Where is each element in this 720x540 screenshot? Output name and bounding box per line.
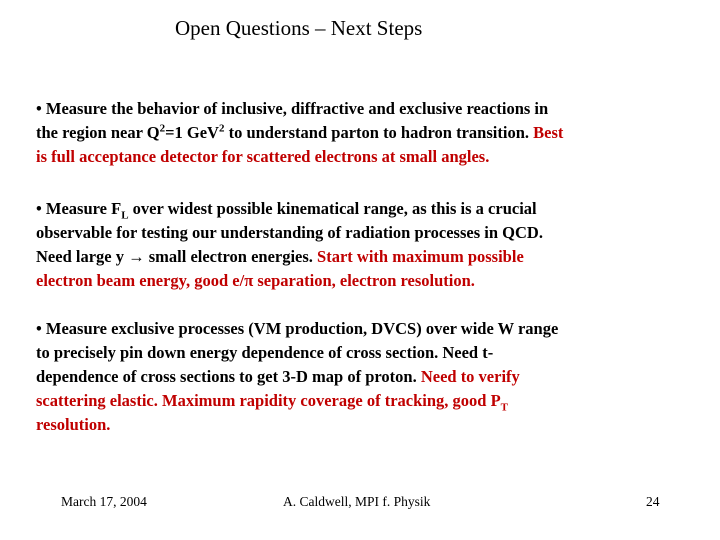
text: over widest possible kinematical range, as this is a crucial xyxy=(128,199,537,218)
text: observable for testing our understanding of radiation processes in QCD. xyxy=(36,223,543,242)
bullet-3-line-1 xyxy=(36,317,696,341)
bullet-2 xyxy=(36,197,696,293)
pi-symbol: π xyxy=(244,271,254,290)
bullet-3 xyxy=(36,317,696,437)
bullet-3-line-5 xyxy=(36,413,696,437)
subscript: L xyxy=(121,209,129,222)
bullet-1 xyxy=(36,97,696,169)
highlight-text: Best xyxy=(533,123,564,142)
footer-date: March 17, 2004 xyxy=(61,494,147,509)
text: to precisely pin down energy dependence of cross section. Need t- xyxy=(36,343,494,362)
bullet-3-line-2 xyxy=(36,341,696,365)
bullet-2-line-4 xyxy=(36,269,696,293)
bullet-3-line-3 xyxy=(36,365,696,389)
text: the region near Q xyxy=(36,123,160,142)
highlight-text: separation, electron resolution. xyxy=(253,271,475,290)
highlight-text: Start with maximum possible xyxy=(317,247,524,266)
text: • Measure exclusive processes (VM production, DVCS) over wide W range xyxy=(36,319,559,338)
text: • Measure F xyxy=(36,199,122,218)
highlight-text: Need to verify xyxy=(420,367,520,386)
bullet-2-line-1 xyxy=(36,197,696,221)
highlight-text: resolution. xyxy=(36,415,111,434)
superscript: 2 xyxy=(218,122,225,135)
footer-page-number: 24 xyxy=(646,494,660,509)
bullet-1-line-3 xyxy=(36,145,696,169)
highlight-text: scattering elastic. Maximum rapidity coverage of tracking, good P xyxy=(36,391,501,410)
bullet-2-line-2 xyxy=(36,221,696,245)
bullet-3-line-4 xyxy=(36,389,696,413)
arrow-symbol: → xyxy=(128,247,145,266)
highlight-text: is full acceptance detector for scattered electrons at small angles. xyxy=(36,147,490,166)
bullet-1-line-1 xyxy=(36,97,696,121)
highlight-text: electron beam energy, good e/ xyxy=(36,271,245,290)
bullet-2-line-3 xyxy=(36,245,696,269)
subscript: T xyxy=(500,401,509,414)
text: • Measure the behavior of inclusive, diffractive and exclusive reactions in xyxy=(36,99,549,118)
superscript: 2 xyxy=(159,122,166,135)
footer-author: A. Caldwell, MPI f. Physik xyxy=(283,494,431,509)
slide-title: Open Questions – Next Steps xyxy=(175,16,423,40)
text: =1 GeV xyxy=(165,123,219,142)
text: small electron energies. xyxy=(144,247,318,266)
bullet-1-line-2 xyxy=(36,121,696,145)
text: Need large y xyxy=(36,247,129,266)
text: to understand parton to hadron transition. xyxy=(224,123,534,142)
text: dependence of cross sections to get 3-D map of proton. xyxy=(36,367,421,386)
